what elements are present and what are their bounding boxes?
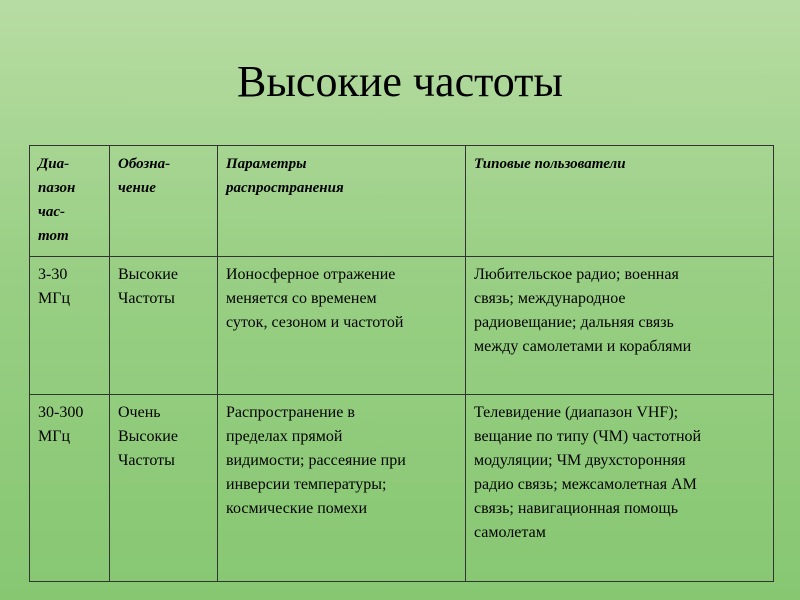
- frequency-table: [29, 145, 774, 582]
- table-row: [30, 257, 774, 395]
- cell-users: Телевидение (диапазон VHF); вещание по типу (ЧМ) частотной модуляции; ЧМ двухсторонняя радио связь; межсамолетная АМ связь; навигационная помощь самолетам: [466, 395, 774, 582]
- table-header-row: [30, 146, 774, 257]
- cell-designation: Высокие Частоты: [110, 257, 218, 395]
- cell-designation: Очень Высокие Частоты: [110, 395, 218, 582]
- cell-users: Любительское радио; военная связь; международное радиовещание; дальняя связь между самолетами и кораблями: [466, 257, 774, 395]
- cell-range: 3-30 МГц: [30, 257, 110, 395]
- slide-title: Высокие частоты: [237, 57, 563, 106]
- header-designation: Обозна- чение: [110, 146, 218, 257]
- header-users: Типовые пользователи: [466, 146, 774, 257]
- table-row: [30, 395, 774, 582]
- cell-parameters: Распространение в пределах прямой видимости; рассеяние при инверсии температуры; космические помехи: [218, 395, 466, 582]
- header-range: Диа- пазон час- тот: [30, 146, 110, 257]
- header-parameters: Параметры распространения: [218, 146, 466, 257]
- cell-range: 30-300 МГц: [30, 395, 110, 582]
- cell-parameters: Ионосферное отражение меняется со временем суток, сезоном и частотой: [218, 257, 466, 395]
